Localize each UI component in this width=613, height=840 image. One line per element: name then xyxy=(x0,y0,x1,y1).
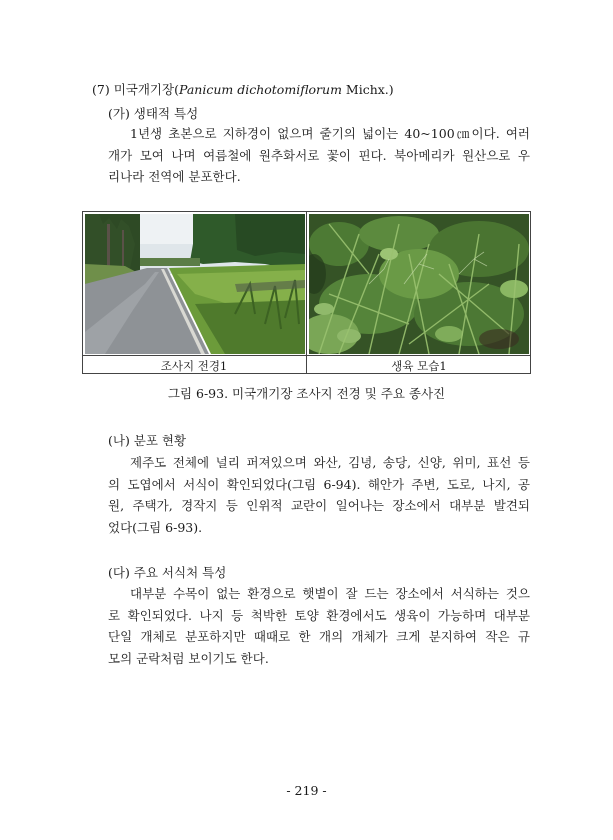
sci-open: ( xyxy=(174,82,179,97)
paragraph-line: 모의 군락처럼 보이기도 한다. xyxy=(108,650,269,666)
photo2-caption: 생육 모습1 xyxy=(391,359,447,373)
ecology-paragraph xyxy=(108,123,530,188)
figure-caption-separator xyxy=(83,355,530,356)
paragraph-line: 1년생 초본으로 지하경이 없으며 줄기의 넓이는 40~100㎝이다. 여러 xyxy=(130,126,530,141)
page-number: - 219 - xyxy=(286,783,327,798)
photo1-caption: 조사지 전경1 xyxy=(160,359,228,373)
paragraph-line: 로 확인되었다. 나지 등 척박한 토양 환경에서도 생육이 가능하며 대부분 xyxy=(108,607,530,623)
section-heading xyxy=(92,80,394,98)
scientific-name: Panicum dichotomiflorum xyxy=(178,82,342,97)
figure-caption: 그림 6-93. 미국개기장 조사지 전경 및 주요 종사진 xyxy=(167,386,446,401)
paragraph-line: 단일 개체로 분포하지만 때때로 한 개의 개체가 크게 분지하여 작은 규 xyxy=(108,629,530,644)
paragraph-line: 의 도엽에서 서식이 확인되었다(그림 6-94). 해안가 주변, 도로, 나지, 공 xyxy=(108,476,530,492)
paragraph-line: 리나라 전역에 분포한다. xyxy=(108,169,241,184)
paragraph-line: 원, 주택가, 경작지 등 인위적 교란이 일어나는 장소에서 대부분 발견되 xyxy=(108,498,530,513)
paragraph-line: 었다(그림 6-93). xyxy=(108,519,203,535)
figure-box xyxy=(82,211,531,374)
distribution-paragraph xyxy=(108,452,530,538)
subsection-habitat-title: (다) 주요 서식처 특성 xyxy=(108,565,227,580)
section-number: (7) xyxy=(92,82,110,97)
figure-divider xyxy=(306,212,307,373)
habitat-paragraph xyxy=(108,583,530,669)
growth-form-photo xyxy=(309,214,529,354)
korean-species-name: 미국개기장 xyxy=(113,82,175,97)
site-overview-photo xyxy=(85,214,305,354)
subsection-distribution-title: (나) 분포 현황 xyxy=(108,433,187,448)
paragraph-line: 제주도 전체에 널리 퍼져있으며 와산, 김녕, 송당, 신양, 위미, 표선 등 xyxy=(130,455,530,470)
paragraph-line: 대부분 수목이 없는 환경으로 햇볕이 잘 드는 장소에서 서식하는 것으 xyxy=(130,586,530,601)
subsection-ecology-title: (가) 생태적 특성 xyxy=(108,106,199,121)
paragraph-line: 개가 모여 나며 여름철에 원추화서로 꽃이 핀다. 북아메리카 원산으로 우 xyxy=(108,147,530,163)
author-name: Michx.) xyxy=(341,82,394,97)
